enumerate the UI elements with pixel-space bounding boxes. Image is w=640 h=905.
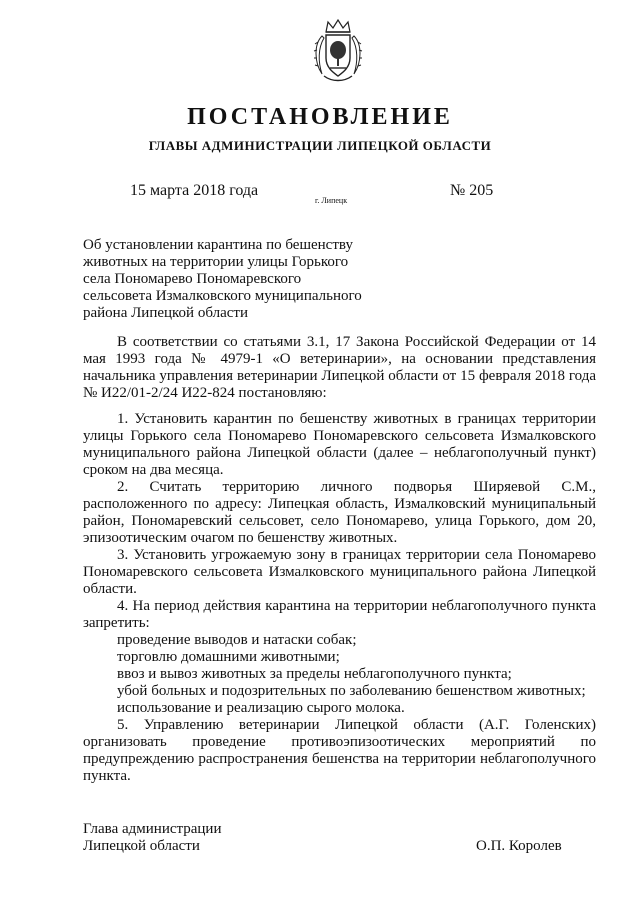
heading-line: села Пономарево Пономаревского <box>83 271 302 287</box>
signatory-position-line: Липецкой области <box>83 838 200 854</box>
prohibition-item: проведение выводов и натаски собак; <box>117 632 357 648</box>
item-1-paragraph: 1. Установить карантин по бешенству животных в границах территории улицы Горького села Пономарево Пономаревского сельсовета Измалковского муниципального района Липецкой области (далее – неблагополучный пункт) сроком на два месяца. <box>83 411 596 478</box>
item-3-paragraph: 3. Установить угрожаемую зону в границах территории села Пономарево Пономаревского сельсовета Измалковского муниципального района Липецкой области. <box>83 547 596 597</box>
preamble-paragraph: В соответствии со статьями 3.1, 17 Закона Российской Федерации от 14 мая 1993 года № 4979-1 «О ветеринарии», на основании представления начальника управления ветеринарии Липецкой области от 15 февраля 2018 года № И22/01-2/24 И22-824 постановляю: <box>83 334 596 401</box>
prohibition-item: ввоз и вывоз животных за пределы неблагополучного пункта; <box>117 666 512 682</box>
item-2-paragraph: 2. Считать территорию личного подворья Ширяевой С.М., расположенного по адресу: Липецкая область, Измалковский муниципальный район, Пономаревский сельсовет, село Пономарево, улица Горького, дом 20, эпизоотическим очагом по бешенству животных. <box>83 479 596 546</box>
document-heading <box>83 237 383 322</box>
document-date: 15 марта 2018 года <box>130 182 259 199</box>
signatory-name: О.П. Королев <box>476 838 562 854</box>
document-city: г. Липецк <box>315 196 348 205</box>
item-4-paragraph: 4. На период действия карантина на территории неблагополучного пункта запретить: <box>83 598 596 631</box>
item-5-paragraph: 5. Управлению ветеринарии Липецкой области (А.Г. Голенских) организовать проведение противоэпизоотических мероприятий по предупреждению распространения бешенства на территории неблагополучного пункта. <box>83 717 596 784</box>
signatory-position-line: Глава администрации <box>83 821 222 837</box>
prohibition-item: использование и реализацию сырого молока. <box>117 700 405 716</box>
heading-line: Об установлении карантина по бешенству <box>83 237 353 253</box>
heading-line: животных на территории улицы Горького <box>83 254 349 270</box>
heading-line: сельсовета Измалковского муниципального <box>83 288 362 304</box>
document-body <box>83 334 596 785</box>
document-number: № 205 <box>450 182 494 199</box>
coat-of-arms-icon <box>312 18 364 84</box>
prohibition-item: убой больных и подозрительных по заболеванию бешенством животных; <box>117 683 586 699</box>
signatory-position <box>83 821 221 855</box>
prohibition-item: торговлю домашними животными; <box>117 649 340 665</box>
heading-line: района Липецкой области <box>83 305 248 321</box>
document-title: ПОСТАНОВЛЕНИЕ <box>187 104 453 130</box>
issuer-subtitle: ГЛАВЫ АДМИНИСТРАЦИИ ЛИПЕЦКОЙ ОБЛАСТИ <box>148 138 492 153</box>
